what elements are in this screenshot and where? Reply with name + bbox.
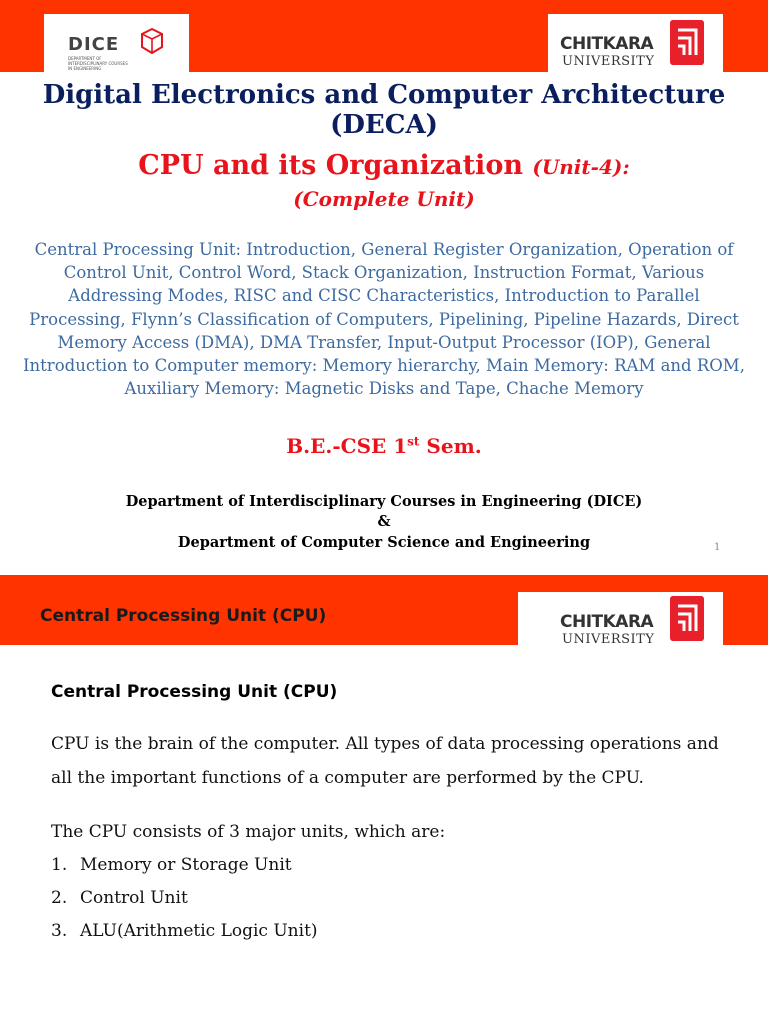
chitkara-logo [518, 592, 723, 645]
section-heading: Central Processing Unit (CPU) [51, 682, 338, 702]
department-ampersand: & [377, 513, 391, 530]
units-intro: The CPU consists of 3 major units, which are: [51, 822, 446, 842]
chitkara-logo-name: CHITKARA [560, 612, 654, 632]
unit-number: (Unit-4): [532, 155, 630, 179]
topics-list: Central Processing Unit: Introduction, General Register Organization, Operation of Control Unit, Control Word, Stack Organization, Instruction Format, Various Addressing Modes, RISC and CISC Characteristics, Introduction to Parallel Processing, Flynn’s Classification of Computers, Pipelining, Pipeline Hazards, Direct Memory Access (DMA), DMA Transfer, Input-Output Processor (IOP), General Introduction to Computer memory: Memory hierarchy, Main Memory: RAM and ROM, Auxiliary Memory: Magnetic Disks and Tape, Chache Memory [23, 240, 745, 399]
unit-title-text: CPU and its Organization [138, 150, 523, 181]
chitkara-logo-name: CHITKARA [560, 34, 654, 54]
chitkara-emblem-icon [670, 20, 704, 65]
semester-label [0, 434, 768, 458]
content-slide [0, 575, 768, 1024]
semester-suffix: Sem. [419, 434, 482, 458]
list-item-text: ALU(Arithmetic Logic Unit) [80, 921, 318, 941]
list-item-number: 3. [51, 921, 68, 941]
list-item-text: Memory or Storage Unit [80, 855, 292, 875]
cpu-description: CPU is the brain of the computer. All types of data processing operations and all the important functions of a computer are performed by the CPU. [51, 734, 719, 788]
semester-sup: st [407, 434, 420, 449]
list-item-number: 2. [51, 888, 68, 908]
chitkara-logo-university: UNIVERSITY [562, 632, 655, 647]
cpu-units-list [51, 855, 318, 954]
slide-separator [0, 563, 768, 575]
complete-unit-label: (Complete Unit) [293, 187, 475, 211]
list-item [51, 921, 318, 954]
dice-logo-subtext: DEPARTMENT OF INTERDISCIPLINARY COURSES IN ENGINEERING [68, 56, 128, 71]
chitkara-logo-university: UNIVERSITY [562, 54, 655, 69]
chitkara-logo [548, 14, 723, 72]
list-item [51, 888, 318, 921]
dice-logo [44, 14, 189, 72]
department-dice: Department of Interdisciplinary Courses in Engineering (DICE) [125, 493, 643, 510]
department-cse: Department of Computer Science and Engineering [177, 534, 591, 551]
course-title: Digital Electronics and Computer Architecture (DECA) [42, 80, 726, 140]
page-number: 1 [714, 542, 721, 553]
semester-prefix: B.E.-CSE 1 [286, 434, 408, 458]
unit-title [0, 150, 768, 181]
dice-logo-text: DICE [68, 34, 120, 55]
dice-cube-icon [140, 28, 164, 54]
chitkara-emblem-icon [670, 596, 704, 641]
slide-header-title: Central Processing Unit (CPU) [40, 606, 327, 626]
list-item-text: Control Unit [80, 888, 188, 908]
list-item [51, 855, 318, 888]
list-item-number: 1. [51, 855, 68, 875]
